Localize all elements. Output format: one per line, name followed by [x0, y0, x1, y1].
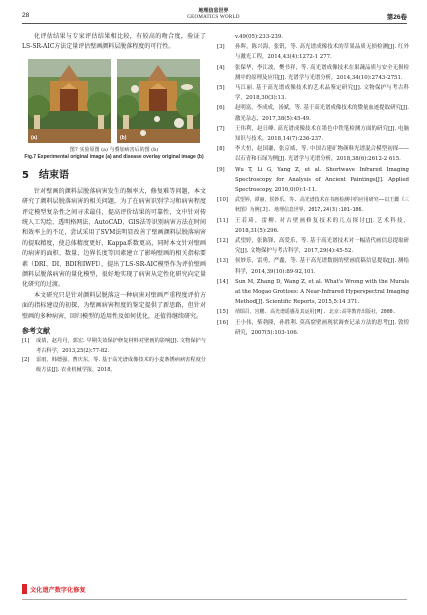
- reference-item: [217, 165, 409, 196]
- reference-item: [22, 356, 206, 375]
- reference-number: [14]: [217, 278, 229, 285]
- reference-number: [6]: [217, 105, 225, 112]
- reference-text: 靖瑞召，宫鹏. 高光谱遥感及其运用[M]. 北京:高等教育出版社，2000.: [235, 309, 396, 316]
- reference-item: [217, 42, 409, 62]
- reference-text: 马江丽. 基于高光谱成像技术的艺术品鉴定研究[J]. 文物保护与考古科学，2018,30(3):13.: [235, 85, 409, 102]
- reference-text: 武望婷，张陈锋，高爱乐，等. 基于高光谱技术对一幅清代画信息提取研究[J]. 文物保护与考古科学，2017,29(4):45-52.: [235, 238, 409, 255]
- reference-text: Sun M, Zhang D, Wang Z, et al. What's Wrong with the Murals at the Mogao Grottoes: A Near-Infrared Hyperspectral Imaging Method[J]. Scientific Reports, 2015,5:14 371.: [235, 278, 409, 306]
- reference-number: [7]: [217, 125, 225, 132]
- reference-text: 侯妙乐，雷勇，严鑫，等. 基于高光谱数据的壁画底稿信息提取[J]. 测绘科学，2014,39(10):89-92,101.: [235, 258, 409, 275]
- reference-item: [217, 236, 409, 256]
- reference-text: 王伟利，赵日峰. 高光谱成像技术在墨色中铁笔检测方面的研究[J]. 电脑知识与技术，2018,14(7):236-237.: [235, 125, 409, 143]
- references-title: 参考文献: [22, 327, 50, 336]
- section-number: 5: [22, 169, 29, 181]
- figure-caption-cn: 图7 实验原图 (a) 与叠加病害后的图 (b): [69, 146, 159, 153]
- section-footer: [22, 584, 86, 594]
- intro-paragraph: 化评估结果与专家评估结果相比较，有较高的吻合度，验证了LS-SR-AIC方法定量评估壁画颜料层脱落程度的可行性。: [22, 33, 206, 51]
- journal-title-cn: 地理信息世界: [198, 8, 229, 14]
- footer-section-label: 文化遗产数字化修复: [30, 586, 86, 594]
- reference-text: 王若琦，雷柳. 对古壁画修复技术的几点探讨[J]. 艺术科技，2018,31(5):296.: [235, 217, 409, 234]
- reference-number: [3]: [217, 44, 225, 51]
- volume-label: 第26卷: [386, 14, 407, 21]
- reference-text: 李大恒，赵国谦，张京威，等. 中国古建矿物颜料光谱混合模型初探——以石青和石绿为例[J]. 光谱学与光谱分析，2018,38(6):2612-2 615.: [235, 146, 409, 163]
- reference-text: 雷雨，韩德强，曹庆东，等. 基于高光谱成像技术的小麦条锈病病害程度分级方法[J]. 农业机械学报，2018,: [36, 357, 206, 373]
- footer-divider: [22, 599, 407, 600]
- reference-item: [217, 318, 409, 338]
- footer-accent-bar: [22, 584, 27, 594]
- reference-text: 武望婷，谭丽，侯妙乐，等. 高光谱技术在书画检测中的应用研究——以王鑑《三秋图》为例[J]. 地理信息世界，2017,24(3):101-106.: [235, 197, 409, 214]
- disease-overlay-photo: [117, 59, 200, 143]
- figure-caption-en: Fig.7 Experimental original image (a) and disease overlay original image (b): [24, 153, 204, 160]
- reference-item: [217, 83, 409, 103]
- reference-item: [217, 63, 409, 83]
- reference-item: [217, 307, 409, 317]
- reference-text: 张保华，李江波，樊书祥，等. 高光谱成像技术在果蔬品质与安全无损检测中的原理及应用[J]. 光谱学与光谱分析，2014,34(10):2743-2751.: [235, 64, 409, 81]
- reference-text: Wu T, Li G, Yang Z, et al. Shortwave Infrared Imaging Spectroscopy for Analysis of Ancient Paintings[J]. Applied Spectroscopy, 2016,0(0):1-11.: [235, 166, 409, 194]
- reference-item: [217, 103, 409, 123]
- reference-text: 王小伟，柴勃隆，孙胜利. 莫高窟壁画现状调查记录方法的思考[J]. 敦煌研究，2007(5):103-106.: [235, 319, 409, 336]
- original-mural-photo: [28, 59, 111, 143]
- figure-label-b: (b): [120, 134, 127, 141]
- reference-number: [4]: [217, 64, 225, 71]
- reference-text: 赵明富，李成成，汤斌，等. 基于高光谱成像技术的微量血迹提取研究[J]. 激光杂志，2017,38(5):45-49.: [235, 105, 409, 122]
- figure-7: [28, 59, 200, 143]
- reference-number: [11]: [217, 217, 229, 224]
- conclusion-paragraph-1: 针对壁画的颜料层脱落病害发生的频率大，修复难等问题，本文研究了颜料层脱落病害的相关问题，为了在病害识别学习和病害程度评定模型复杂性之间寻求最佳，提高评价结果的可靠性，文中针对传统人工勾绘、透明格网法、AutoCAD、GIS法等识别病害方法在时间和效率上的不足，尝试采用了SVM法明显改善了壁画颜料层脱落病害的提取精度，使总体精度更好，Kappa系数更高，同时本文针对壁画的病害的面积、数量、边界长度等因素建立了影响壁画的相关指标要素（DRI、DI、BDI和IWFI），提出了LS-SR-AIC模型作为评价壁画颜料层脱落病害的量化模型，很好地实现了病害从定性化研究向定量化研究的过渡。: [22, 187, 206, 289]
- section-heading: [22, 169, 206, 183]
- reference-text: 成倩，赵丹丹，郭宏. 早期失效保护修复材料对壁画的影响[J]. 文物保护与考古科学，2013,25(2):77-82.: [36, 338, 206, 354]
- journal-title-en: GEOMATICS WORLD: [187, 14, 240, 20]
- reference-number: [217, 32, 235, 42]
- reference-number: [2]: [22, 357, 30, 364]
- reference-number: [16]: [217, 319, 229, 326]
- figure-label-a: (a): [31, 134, 38, 141]
- reference-item: [217, 195, 409, 215]
- conclusion-paragraph-2: 本文研究只是针对颜料层脱落这一种病害对壁画严重程度评价方面的指标建设的初探，为壁画病害程度的鉴定提供了新思路，但针对壁画的多种病害，回归模型的适用性及如何优化，还值得继续研究。: [22, 291, 206, 320]
- right-column: [217, 32, 409, 338]
- reference-item: [217, 277, 409, 308]
- section-title: 结束语: [38, 169, 69, 181]
- header-divider: [22, 23, 407, 24]
- reference-number: [10]: [217, 197, 229, 204]
- reference-text: v.49(05):233-239.: [235, 34, 283, 40]
- reference-number: [1]: [22, 338, 30, 345]
- reference-item: [22, 337, 206, 356]
- reference-number: [5]: [217, 85, 225, 92]
- reference-item: [217, 32, 409, 42]
- left-column: [22, 32, 206, 375]
- reference-item: [217, 124, 409, 144]
- reference-item: [217, 144, 409, 164]
- reference-number: [8]: [217, 146, 225, 153]
- reference-number: [12]: [217, 238, 229, 245]
- reference-number: [9]: [217, 166, 225, 173]
- reference-number: [13]: [217, 258, 229, 265]
- page-number: 28: [22, 12, 30, 19]
- reference-item: [217, 216, 409, 236]
- reference-text: 孙晖，陈兴海，张钒，等. 高光谱成像技术的草果品质无损检测[J]. 红外与激光工程，2014,43(4):1272-1 277.: [235, 44, 409, 61]
- reference-item: [217, 256, 409, 276]
- journal-title: [0, 8, 427, 21]
- reference-number: [15]: [217, 309, 229, 316]
- left-reference-list: [22, 337, 206, 375]
